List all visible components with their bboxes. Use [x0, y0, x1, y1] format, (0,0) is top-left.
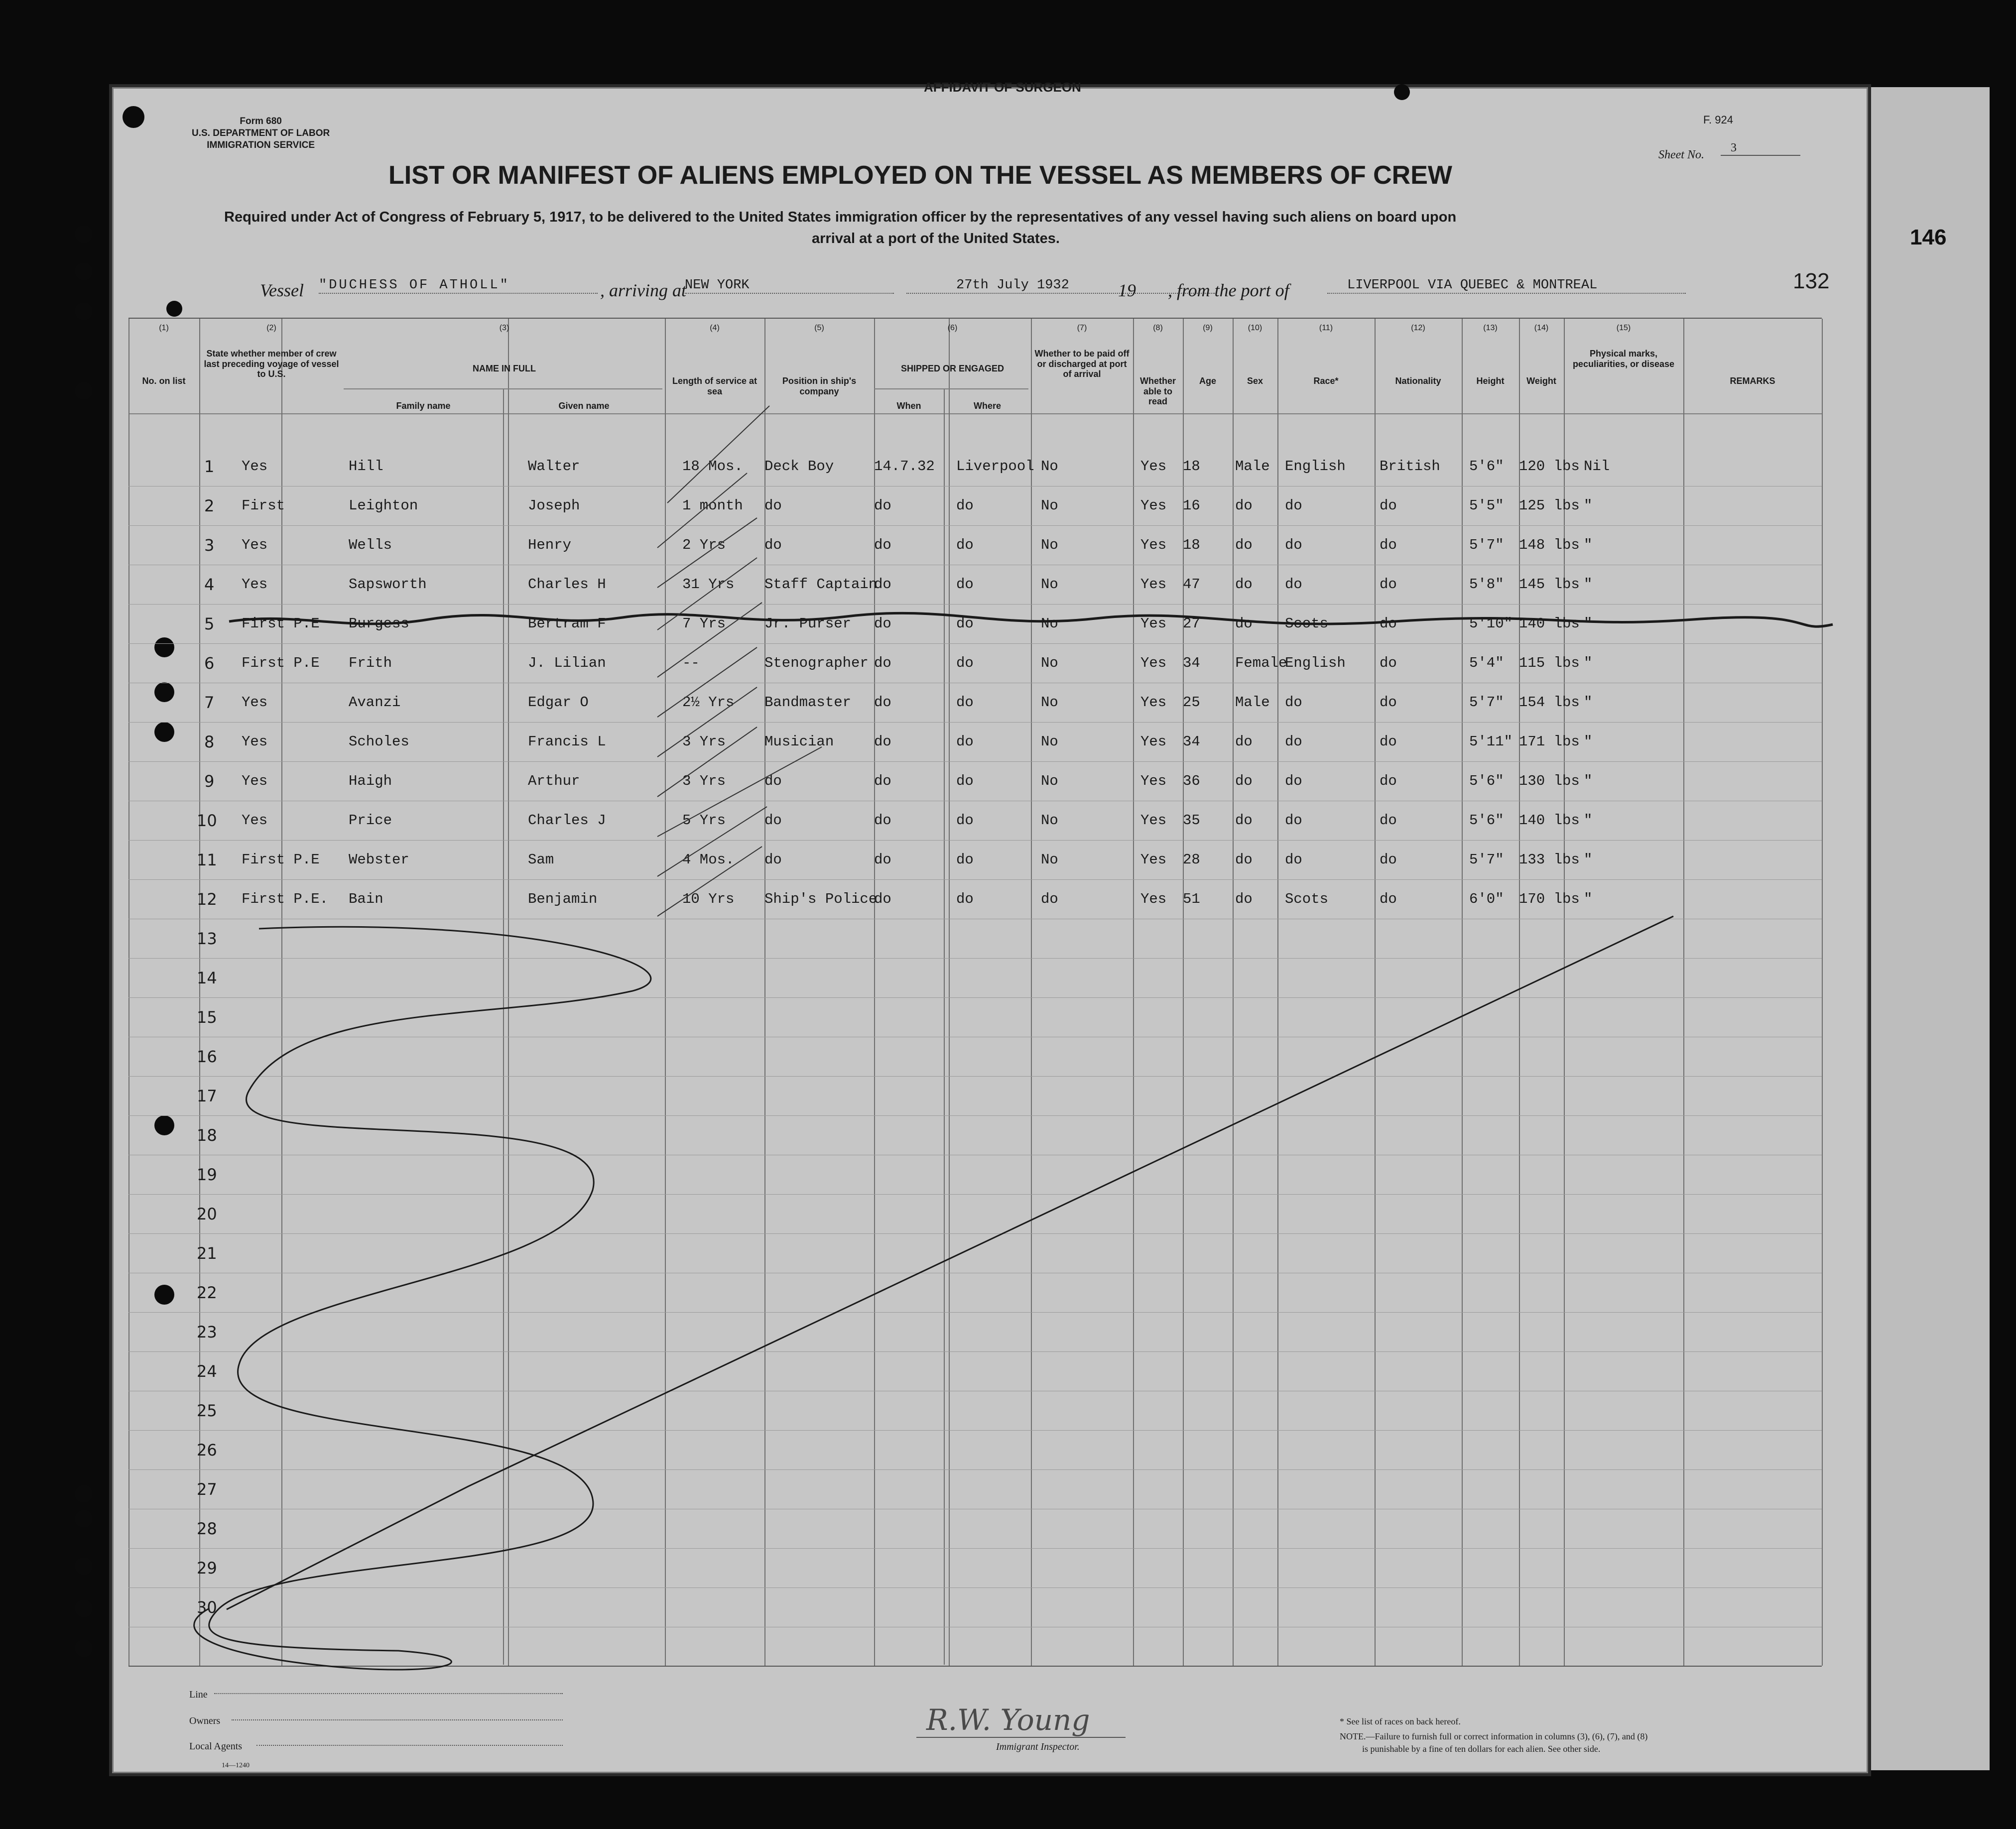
signature-line: [916, 1737, 1126, 1738]
row-10-service: 5 Yrs: [682, 812, 726, 829]
row-4-race: do: [1285, 576, 1302, 593]
row-5-where: do: [956, 615, 974, 632]
row-1-given: Walter: [528, 458, 580, 475]
row-11-height: 5'7": [1469, 852, 1504, 868]
row-23-number: 23: [197, 1323, 217, 1341]
row-1-paid: No: [1041, 458, 1058, 475]
row-2-position: do: [764, 497, 782, 514]
row-8-position: Musician: [764, 733, 834, 750]
year-label: 19: [1118, 280, 1136, 300]
row-3-nat: do: [1380, 537, 1397, 553]
row-29-number: 29: [197, 1559, 217, 1578]
stamp-number: 146: [1910, 225, 1947, 249]
row-8-weight: 171 lbs: [1519, 733, 1580, 750]
row-12-when: do: [874, 891, 891, 907]
row-6-family: Frith: [349, 655, 392, 671]
row-2-paid: No: [1041, 497, 1058, 514]
row-5-family: Burgess: [349, 615, 409, 632]
row-3-where: do: [956, 537, 974, 553]
row-4-sex: do: [1235, 576, 1253, 593]
column-12-header: Nationality: [1395, 376, 1441, 386]
row-8-prev: Yes: [242, 733, 268, 750]
row-2-age: 16: [1183, 497, 1200, 514]
form-code: F. 924: [1703, 114, 1733, 126]
department-name: U.S. DEPARTMENT OF LABOR: [192, 127, 330, 138]
row-7-family: Avanzi: [349, 694, 401, 711]
row-7-race: do: [1285, 694, 1302, 711]
row-7-weight: 154 lbs: [1519, 694, 1580, 711]
row-12-family: Bain: [349, 891, 383, 907]
blank-rows-diagonal-line: [227, 916, 1673, 1609]
column-12-number: (12): [1411, 324, 1425, 332]
row-1-where: Liverpool: [956, 458, 1034, 475]
column-2-header: State whether member of crew last preceding voyage of vessel to U.S.: [204, 349, 339, 379]
arrival-port: NEW YORK: [685, 278, 894, 294]
row-4-when: do: [874, 576, 891, 593]
row-9-race: do: [1285, 773, 1302, 789]
row-12-age: 51: [1183, 891, 1200, 907]
row-5-paid: No: [1041, 615, 1058, 632]
row-3-marks: ": [1584, 537, 1593, 553]
column-8-header: Whether able to read: [1140, 376, 1176, 407]
row-10-age: 35: [1183, 812, 1200, 829]
row-8-read: Yes: [1140, 733, 1167, 750]
failure-note: NOTE.—Failure to furnish full or correct information in columns (3), (6), (7), and (8): [1340, 1731, 1648, 1741]
column-4-header: Length of service at sea: [672, 376, 757, 396]
row-12-marks: ": [1584, 891, 1593, 907]
inspector-signature: R.W. Young: [926, 1703, 1090, 1737]
row-6-paid: No: [1041, 655, 1058, 671]
row-17-number: 17: [197, 1087, 217, 1105]
row-8-number: 8: [204, 732, 215, 751]
row-3-sex: do: [1235, 537, 1253, 553]
row-12-position: Ship's Police: [764, 891, 878, 907]
row-2-weight: 125 lbs: [1519, 497, 1580, 514]
blank-rows-scribble: [194, 927, 651, 1670]
row-21-number: 21: [197, 1244, 217, 1263]
row-9-age: 36: [1183, 773, 1200, 789]
row-7-sex: Male: [1235, 694, 1270, 711]
column-15-number: (15): [1616, 324, 1631, 332]
row-3-when: do: [874, 537, 891, 553]
column-4-number: (4): [710, 324, 720, 332]
manifest-title: LIST OR MANIFEST OF ALIENS EMPLOYED ON THE VESSEL AS MEMBERS OF CREW: [388, 161, 1452, 190]
sheet-label: Sheet No.: [1658, 148, 1704, 161]
row-8-height: 5'11": [1469, 733, 1513, 750]
row-5-age: 27: [1183, 615, 1200, 632]
row-4-service: 31 Yrs: [682, 576, 735, 593]
column-2-number: (2): [266, 324, 276, 332]
form-number: Form 680: [240, 116, 282, 126]
row-10-race: do: [1285, 812, 1302, 829]
row-3-prev: Yes: [242, 537, 268, 553]
row-12-service: 10 Yrs: [682, 891, 735, 907]
row-9-position: do: [764, 773, 782, 789]
row-6-nat: do: [1380, 655, 1397, 671]
row-11-given: Sam: [528, 852, 554, 868]
row-7-service: 2½ Yrs: [682, 694, 735, 711]
row-5-sex: do: [1235, 615, 1253, 632]
row-6-race: English: [1285, 655, 1346, 671]
row-12-read: Yes: [1140, 891, 1167, 907]
row-1-weight: 120 lbs: [1519, 458, 1580, 475]
inspector-label: Immigrant Inspector.: [996, 1741, 1080, 1752]
row-5-strikethrough: [229, 613, 1833, 626]
row-10-position: do: [764, 812, 782, 829]
row-4-nat: do: [1380, 576, 1397, 593]
column-16-header: REMARKS: [1730, 376, 1775, 386]
row-3-position: do: [764, 537, 782, 553]
form-reference: 14—1240: [222, 1762, 250, 1769]
row-6-number: 6: [204, 654, 215, 673]
row-3-family: Wells: [349, 537, 392, 553]
row-12-prev: First P.E.: [242, 891, 329, 907]
fine-note: is punishable by a fine of ten dollars for each alien. See other side.: [1362, 1744, 1601, 1754]
row-9-marks: ": [1584, 773, 1593, 789]
row-4-age: 47: [1183, 576, 1200, 593]
row-5-height: 5'10": [1469, 615, 1513, 632]
column-14-header: Weight: [1526, 376, 1556, 386]
row-1-sex: Male: [1235, 458, 1270, 475]
row-9-family: Haigh: [349, 773, 392, 789]
line-field: [214, 1693, 563, 1694]
row-6-position: Stenographer: [764, 655, 869, 671]
row-9-height: 5'6": [1469, 773, 1504, 789]
row-2-when: do: [874, 497, 891, 514]
arrival-date: 27th July 1932: [906, 278, 1215, 294]
row-2-nat: do: [1380, 497, 1397, 514]
row-15-number: 15: [197, 1008, 217, 1027]
row-4-family: Sapsworth: [349, 576, 427, 593]
row-6-given: J. Lilian: [528, 655, 606, 671]
row-1-marks: Nil: [1584, 458, 1610, 475]
row-11-where: do: [956, 852, 974, 868]
row-2-marks: ": [1584, 497, 1593, 514]
row-1-read: Yes: [1140, 458, 1167, 475]
row-5-service: 7 Yrs: [682, 615, 726, 632]
row-8-age: 34: [1183, 733, 1200, 750]
row-7-paid: No: [1041, 694, 1058, 711]
row-9-prev: Yes: [242, 773, 268, 789]
column-6-number: (6): [947, 324, 958, 332]
row-4-paid: No: [1041, 576, 1058, 593]
row-2-where: do: [956, 497, 974, 514]
row-26-number: 26: [197, 1441, 217, 1460]
row-2-read: Yes: [1140, 497, 1167, 514]
row-7-age: 25: [1183, 694, 1200, 711]
arriving-label: , arriving at: [600, 280, 687, 300]
row-1-position: Deck Boy: [764, 458, 834, 475]
row-30-number: 30: [197, 1598, 217, 1617]
owners-field: [232, 1719, 563, 1720]
row-1-when: 14.7.32: [874, 458, 935, 475]
column-3-number: (3): [499, 324, 509, 332]
row-12-nat: do: [1380, 891, 1397, 907]
row-4-number: 4: [204, 575, 215, 594]
row-10-family: Price: [349, 812, 392, 829]
row-6-marks: ": [1584, 655, 1593, 671]
row-11-age: 28: [1183, 852, 1200, 868]
row-19-number: 19: [197, 1165, 217, 1184]
row-10-height: 5'6": [1469, 812, 1504, 829]
row-9-service: 3 Yrs: [682, 773, 726, 789]
row-4-height: 5'8": [1469, 576, 1504, 593]
row-8-family: Scholes: [349, 733, 409, 750]
row-4-read: Yes: [1140, 576, 1167, 593]
row-3-height: 5'7": [1469, 537, 1504, 553]
row-1-age: 18: [1183, 458, 1200, 475]
row-7-position: Bandmaster: [764, 694, 852, 711]
row-8-paid: No: [1041, 733, 1058, 750]
row-11-number: 11: [197, 851, 217, 869]
row-12-race: Scots: [1285, 891, 1329, 907]
column-11-number: (11): [1319, 324, 1333, 332]
row-7-prev: Yes: [242, 694, 268, 711]
column-11-header: Race*: [1313, 376, 1339, 386]
row-4-weight: 145 lbs: [1519, 576, 1580, 593]
row-11-prev: First P.E: [242, 852, 320, 868]
row-11-weight: 133 lbs: [1519, 852, 1580, 868]
row-11-position: do: [764, 852, 782, 868]
column-15-header: Physical marks, peculiarities, or disease: [1572, 349, 1675, 369]
column-1-number: (1): [159, 324, 169, 332]
row-28-number: 28: [197, 1519, 217, 1538]
column-5-header: Position in ship's company: [782, 376, 857, 396]
row-6-where: do: [956, 655, 974, 671]
column-8-number: (8): [1153, 324, 1163, 332]
row-11-family: Webster: [349, 852, 409, 868]
row-3-given: Henry: [528, 537, 572, 553]
row-12-where: do: [956, 891, 974, 907]
row-6-age: 34: [1183, 655, 1200, 671]
row-10-when: do: [874, 812, 891, 829]
row-3-paid: No: [1041, 537, 1058, 553]
row-11-read: Yes: [1140, 852, 1167, 868]
row-2-number: 2: [204, 496, 215, 515]
column-5-number: (5): [814, 324, 824, 332]
row-12-number: 12: [197, 890, 217, 909]
row-1-prev: Yes: [242, 458, 268, 475]
row-11-paid: No: [1041, 852, 1058, 868]
column-3-subheader-a: Family name: [396, 401, 451, 411]
row-11-when: do: [874, 852, 891, 868]
row-7-when: do: [874, 694, 891, 711]
row-9-given: Arthur: [528, 773, 580, 789]
row-3-age: 18: [1183, 537, 1200, 553]
row-5-position: Jr. Purser: [764, 615, 852, 632]
column-3-header: NAME IN FULL: [473, 364, 536, 373]
row-10-nat: do: [1380, 812, 1397, 829]
row-6-prev: First P.E: [242, 655, 320, 671]
row-5-read: Yes: [1140, 615, 1167, 632]
column-9-header: Age: [1199, 376, 1216, 386]
departure-port: LIVERPOOL VIA QUEBEC & MONTREAL: [1327, 278, 1686, 294]
row-8-when: do: [874, 733, 891, 750]
row-6-height: 5'4": [1469, 655, 1504, 671]
row-22-number: 22: [197, 1283, 217, 1302]
row-5-given: Bertram F: [528, 615, 606, 632]
row-3-race: do: [1285, 537, 1302, 553]
sheet-number: 3: [1721, 141, 1800, 156]
row-1-service: 18 Mos.: [682, 458, 743, 475]
row-9-read: Yes: [1140, 773, 1167, 789]
row-10-paid: No: [1041, 812, 1058, 829]
row-16-number: 16: [197, 1047, 217, 1066]
row-2-sex: do: [1235, 497, 1253, 514]
row-4-position: Staff Captain: [764, 576, 878, 593]
row-2-height: 5'5": [1469, 497, 1504, 514]
row-5-nat: do: [1380, 615, 1397, 632]
subtitle-line-2: arrival at a port of the United States.: [812, 231, 1060, 246]
column-7-number: (7): [1077, 324, 1087, 332]
row-6-weight: 115 lbs: [1519, 655, 1580, 671]
row-12-height: 6'0": [1469, 891, 1504, 907]
row-6-sex: Female: [1235, 655, 1287, 671]
row-2-prev: First: [242, 497, 285, 514]
row-18-number: 18: [197, 1126, 217, 1145]
row-1-number: 1: [204, 457, 215, 476]
row-7-nat: do: [1380, 694, 1397, 711]
row-9-nat: do: [1380, 773, 1397, 789]
row-3-number: 3: [204, 536, 215, 555]
row-7-height: 5'7": [1469, 694, 1504, 711]
row-7-read: Yes: [1140, 694, 1167, 711]
row-9-where: do: [956, 773, 974, 789]
local-agents-field: [256, 1745, 563, 1746]
row-5-when: do: [874, 615, 891, 632]
row-12-weight: 170 lbs: [1519, 891, 1580, 907]
row-7-marks: ": [1584, 694, 1593, 711]
row-8-marks: ": [1584, 733, 1593, 750]
local-agents-label: Local Agents: [189, 1741, 243, 1752]
races-note: * See list of races on back hereof.: [1340, 1716, 1461, 1726]
column-6-subheader-b: Where: [973, 401, 1001, 411]
row-14-number: 14: [197, 969, 217, 987]
column-6-header: SHIPPED OR ENGAGED: [900, 364, 1005, 373]
vessel-label: Vessel: [260, 280, 304, 300]
row-5-prev: First P.E: [242, 615, 320, 632]
row-5-race: Scots: [1285, 615, 1329, 632]
row-2-service: 1 month: [682, 497, 743, 514]
row-6-read: Yes: [1140, 655, 1167, 671]
row-9-sex: do: [1235, 773, 1253, 789]
row-13-number: 13: [197, 929, 217, 948]
from-port-label: , from the port of: [1168, 280, 1289, 300]
row-8-sex: do: [1235, 733, 1253, 750]
row-10-read: Yes: [1140, 812, 1167, 829]
row-8-given: Francis L: [528, 733, 606, 750]
row-10-sex: do: [1235, 812, 1253, 829]
row-4-given: Charles H: [528, 576, 606, 593]
row-10-where: do: [956, 812, 974, 829]
row-7-where: do: [956, 694, 974, 711]
row-10-given: Charles J: [528, 812, 606, 829]
row-11-service: 4 Mos.: [682, 852, 735, 868]
row-11-nat: do: [1380, 852, 1397, 868]
row-7-given: Edgar O: [528, 694, 589, 711]
row-25-number: 25: [197, 1401, 217, 1420]
row-6-when: do: [874, 655, 891, 671]
column-1-header: No. on list: [142, 376, 186, 386]
line-label: Line: [189, 1689, 208, 1700]
row-4-prev: Yes: [242, 576, 268, 593]
subtitle-line-1: Required under Act of Congress of February 5, 1917, to be delivered to the United States immigration officer by the representatives of any vessel having such aliens on board upon: [224, 209, 1457, 225]
row-8-service: 3 Yrs: [682, 733, 726, 750]
row-2-family: Leighton: [349, 497, 418, 514]
row-5-marks: ": [1584, 615, 1593, 632]
row-10-number: 10: [197, 811, 217, 830]
row-2-race: do: [1285, 497, 1302, 514]
vessel-name: "DUCHESS OF ATHOLL": [319, 278, 598, 294]
row-27-number: 27: [197, 1480, 217, 1499]
row-8-race: do: [1285, 733, 1302, 750]
column-7-header: Whether to be paid off or discharged at port of arrival: [1034, 349, 1130, 379]
column-13-number: (13): [1483, 324, 1498, 332]
row-24-number: 24: [197, 1362, 217, 1381]
row-4-where: do: [956, 576, 974, 593]
row-11-marks: ": [1584, 852, 1593, 868]
row-9-number: 9: [204, 772, 215, 791]
row-8-where: do: [956, 733, 974, 750]
row-3-read: Yes: [1140, 537, 1167, 553]
row-9-paid: No: [1041, 773, 1058, 789]
row-10-weight: 140 lbs: [1519, 812, 1580, 829]
row-1-race: English: [1285, 458, 1346, 475]
row-3-service: 2 Yrs: [682, 537, 726, 553]
column-13-header: Height: [1476, 376, 1505, 386]
row-12-given: Benjamin: [528, 891, 598, 907]
row-20-number: 20: [197, 1205, 217, 1223]
row-1-family: Hill: [349, 458, 383, 475]
row-10-prev: Yes: [242, 812, 268, 829]
row-9-when: do: [874, 773, 891, 789]
row-11-race: do: [1285, 852, 1302, 868]
row-6-service: --: [682, 655, 700, 671]
row-4-marks: ": [1584, 576, 1593, 593]
column-10-header: Sex: [1247, 376, 1263, 386]
row-8-nat: do: [1380, 733, 1397, 750]
page-number: 132: [1793, 269, 1830, 293]
column-10-number: (10): [1248, 324, 1262, 332]
column-9-number: (9): [1203, 324, 1213, 332]
column-6-subheader-a: When: [896, 401, 921, 411]
row-1-nat: British: [1380, 458, 1440, 475]
row-10-marks: ": [1584, 812, 1593, 829]
row-3-weight: 148 lbs: [1519, 537, 1580, 553]
owners-label: Owners: [189, 1715, 221, 1726]
row-7-number: 7: [204, 693, 215, 712]
row-1-height: 5'6": [1469, 458, 1504, 475]
row-5-weight: 140 lbs: [1519, 615, 1580, 632]
row-11-sex: do: [1235, 852, 1253, 868]
column-14-number: (14): [1534, 324, 1549, 332]
column-4-tick-marks: [657, 406, 822, 916]
affidavit-banner: AFFIDAVIT OF SURGEON: [924, 80, 1081, 95]
column-3-subheader-b: Given name: [558, 401, 610, 411]
row-5-number: 5: [204, 614, 215, 633]
row-12-paid: do: [1041, 891, 1058, 907]
row-2-given: Joseph: [528, 497, 580, 514]
row-12-sex: do: [1235, 891, 1253, 907]
service-name: IMMIGRATION SERVICE: [207, 139, 315, 150]
row-9-weight: 130 lbs: [1519, 773, 1580, 789]
